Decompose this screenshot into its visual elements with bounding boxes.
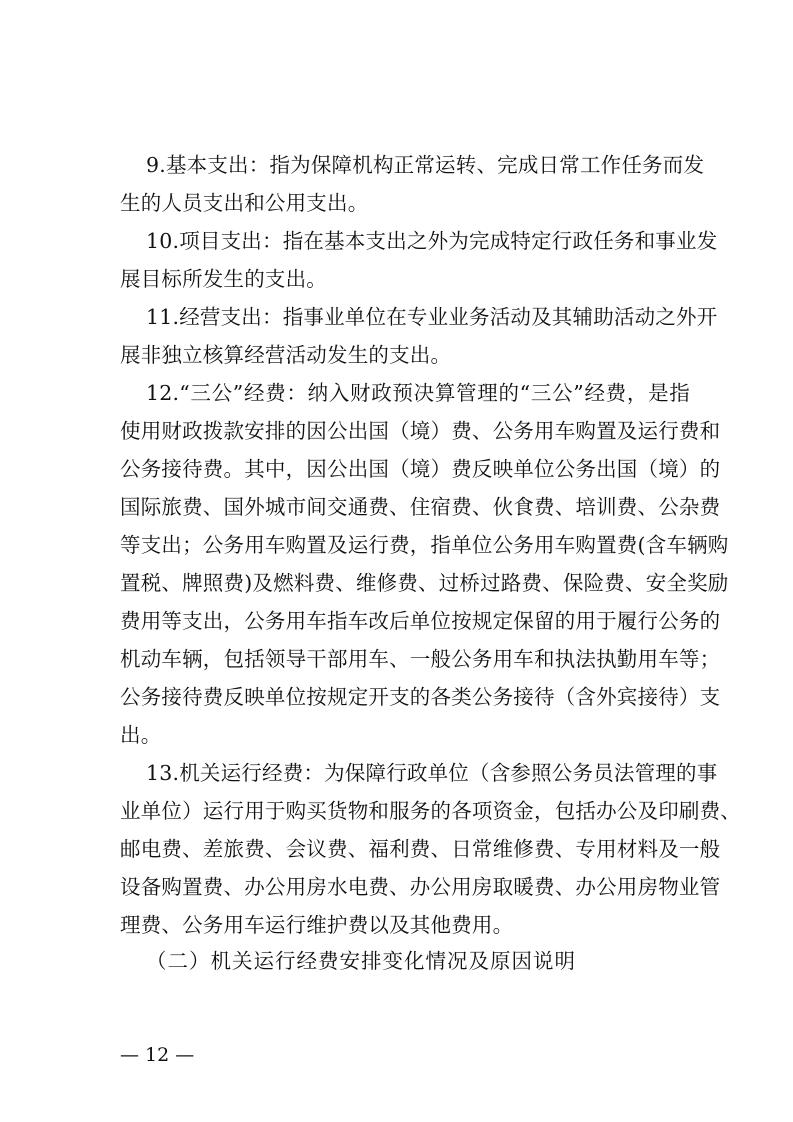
paragraph-11-line-2: 展非独立核算经营活动发生的支出。 bbox=[120, 343, 452, 367]
paragraph-10-line-1: 10.项目支出：指在基本支出之外为完成特定行政任务和事业发 bbox=[146, 229, 718, 253]
paragraph-12-line-8: 机动车辆，包括领导干部用车、一般公务用车和执法执勤用车等； bbox=[120, 647, 721, 671]
paragraph-13-line-1: 13.机关运行经费：为保障行政单位（含参照公务员法管理的事 bbox=[146, 761, 718, 785]
paragraph-11-line-1: 11.经营支出：指事业单位在专业业务活动及其辅助活动之外开 bbox=[146, 305, 718, 329]
paragraph-12-line-9: 公务接待费反映单位按规定开支的各类公务接待（含外宾接待）支 bbox=[120, 685, 721, 709]
paragraph-9-line-1: 9.基本支出：指为保障机构正常运转、完成日常工作任务而发 bbox=[146, 153, 705, 177]
paragraph-12-line-7: 费用等支出，公务用车指车改后单位按规定保留的用于履行公务的 bbox=[120, 609, 721, 633]
paragraph-10-line-2: 展目标所发生的支出。 bbox=[120, 267, 327, 291]
paragraph-12-line-2: 使用财政拨款安排的因公出国（境）费、公务用车购置及运行费和 bbox=[120, 419, 721, 443]
section-heading: （二）机关运行经费安排变化情况及原因说明 bbox=[146, 949, 576, 973]
paragraph-12-line-1: 12.“三公”经费：纳入财政预决算管理的“三公”经费，是指 bbox=[146, 381, 690, 405]
paragraph-13-line-3: 邮电费、差旅费、会议费、福利费、日常维修费、专用材料及一般 bbox=[120, 837, 721, 861]
paragraph-12-line-3: 公务接待费。其中，因公出国（境）费反映单位公务出国（境）的 bbox=[120, 457, 721, 481]
paragraph-9-line-2: 生的人员支出和公用支出。 bbox=[120, 191, 369, 215]
paragraph-13-line-2: 业单位）运行用于购买货物和服务的各项资金，包括办公及印刷费、 bbox=[120, 799, 741, 823]
paragraph-12-line-6: 置税、牌照费)及燃料费、维修费、过桥过路费、保险费、安全奖励 bbox=[120, 571, 729, 595]
paragraph-13-line-4: 设备购置费、办公用房水电费、办公用房取暖费、办公用房物业管 bbox=[120, 875, 721, 899]
page-number: — 12 — bbox=[120, 1044, 195, 1066]
paragraph-13-line-5: 理费、公务用车运行维护费以及其他费用。 bbox=[120, 913, 514, 937]
paragraph-12-line-4: 国际旅费、国外城市间交通费、住宿费、伙食费、培训费、公杂费 bbox=[120, 495, 721, 519]
paragraph-12-line-10: 出。 bbox=[120, 723, 162, 747]
paragraph-12-line-5: 等支出；公务用车购置及运行费，指单位公务用车购置费(含车辆购 bbox=[120, 533, 729, 557]
